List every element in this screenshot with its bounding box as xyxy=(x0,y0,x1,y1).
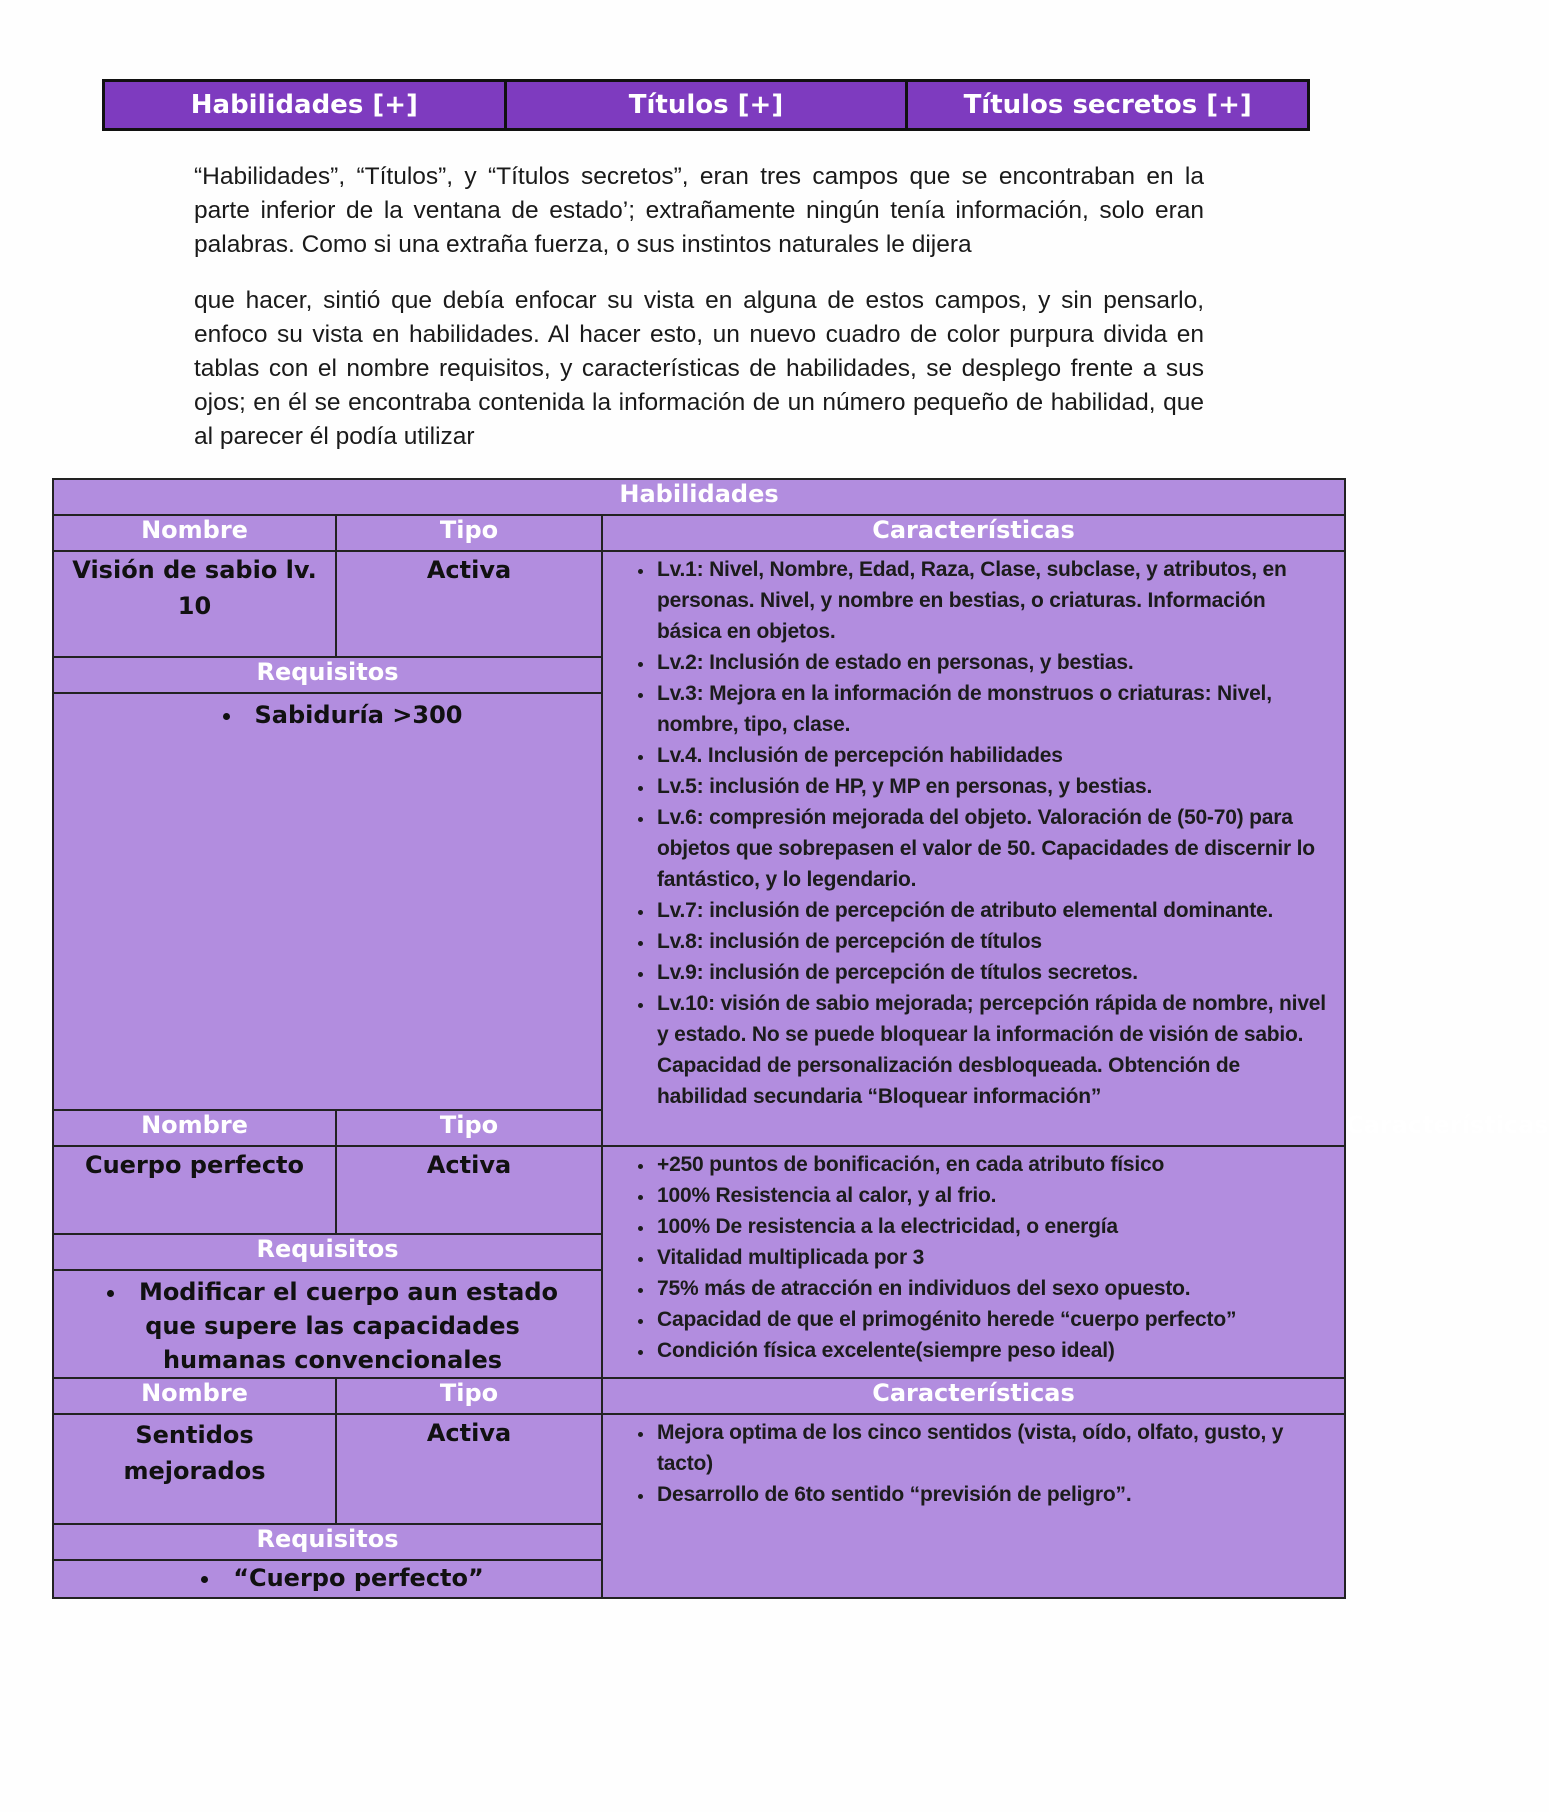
characteristic-item: • Lv.3: Mejora en la información de monstruos o criaturas: Nivel, nombre, tipo, clase. xyxy=(655,678,1334,740)
header-requisitos: Requisitos xyxy=(53,1524,602,1560)
characteristics-list xyxy=(603,1417,1344,1510)
characteristic-item: • 75% más de atracción en individuos del sexo opuesto. xyxy=(655,1273,1334,1304)
header-caracteristicas: Características xyxy=(602,1378,1345,1414)
header-tipo: Tipo xyxy=(336,515,602,551)
characteristic-item: • Lv.2: Inclusión de estado en personas, y bestias. xyxy=(655,647,1334,678)
characteristic-item: • Mejora optima de los cinco sentidos (vista, oído, olfato, gusto, y tacto) xyxy=(655,1417,1334,1479)
tab-titulos[interactable]: Títulos [+] xyxy=(507,82,909,128)
header-nombre: Nombre xyxy=(53,515,336,551)
tab-titulos-secretos[interactable]: Títulos secretos [+] xyxy=(963,90,1252,120)
header-tipo: Tipo xyxy=(336,1110,602,1146)
skills-table: Habilidades Nombre Tipo Características Visión de sabio lv. 10 Activa • Lv.1: Nivel, Nombre, Edad, Raza, Clase, subclase, y atributos, en personas. Nivel, y nombre en bestias, o criaturas. Información básica en objetos. • Lv.2: Inclusión de estado en personas, y bestias. • Lv.3: Mejora en la información de monstruos o criaturas: Nivel, nombre, tipo, clase. • Lv.4. Inclusión de percepción habilidades • Lv.5: inclusión de HP, y MP en personas, y bestias. • Lv.6: compresión mejorada del objeto. Valoración de (50-70) para objetos que sobrepasen el valor de 50. Capacidades de discernir lo fantástico, y lo legendario. • Lv.7: inclusión de percepción de atributo elemental dominante. • Lv.8: inclusión de percepción de títulos • Lv.9: inclusión de percepción de títulos secretos. • Lv.10: visión de sabio mejorada; percepción rápida de nombre, nivel y estado. No se puede bloquear la información de visión de sabio. Capacidad de personalización desbloqueada. Obtención de habilidad secundaria “Bloquear información” Requisitos • Sabiduría >300 Nombre Tipo Características Cuerpo perfecto Activa • +250 puntos de bonificación, en cada atributo físico • 100% Resistencia al calor, y al frio. • 100% De resistencia a la electricidad, o energía • Vitalidad multiplicada por 3 • 75% más de atracción en individuos del sexo opuesto. • Capacidad de que el primogénito herede “cuerpo perfecto” • Condición física excelente(siempre peso ideal) Requisitos • Modificar el cuerpo aun estado que supere las capacidades humanas convencionales Nombre Tipo Características Sentidos mejorados Activa • Mejora optima de los cinco sentidos (vista, oído, olfato, gusto, y tacto) • Desarrollo de 6to sentido “previsión de peligro”. Requisitos • “Cuerpo perfecto” xyxy=(52,478,1346,1599)
paragraph-1: “Habilidades”, “Títulos”, y “Títulos secretos”, eran tres campos que se encontraban en la parte inferior de la ventana de estado’; extrañamente ningún tenía información, solo eran palabras. Como si una extraña fuerza, o sus instintos naturales le dijera xyxy=(194,163,1204,258)
characteristic-item: • Lv.9: inclusión de percepción de títulos secretos. xyxy=(655,957,1334,988)
characteristics-list xyxy=(603,1149,1344,1366)
skill-characteristics xyxy=(602,1146,1345,1378)
characteristic-item: • 100% Resistencia al calor, y al frio. xyxy=(655,1180,1334,1211)
skill-characteristics xyxy=(602,1414,1345,1598)
skill-type: Activa xyxy=(336,1414,602,1524)
characteristic-item: • Vitalidad multiplicada por 3 xyxy=(655,1242,1334,1273)
characteristic-item: • Condición física excelente(siempre peso ideal) xyxy=(655,1335,1334,1366)
header-nombre: Nombre xyxy=(53,1378,336,1414)
tab-habilidades[interactable]: Habilidades [+] xyxy=(105,82,507,128)
characteristic-item: • Lv.1: Nivel, Nombre, Edad, Raza, Clase, subclase, y atributos, en personas. Nivel, y nombre en bestias, o criaturas. Información básica en objetos. xyxy=(655,554,1334,647)
fields-tab-bar xyxy=(102,79,1310,131)
skills-table-title: Habilidades xyxy=(53,479,1345,515)
characteristics-list xyxy=(603,554,1344,1112)
skill-characteristics xyxy=(602,551,1345,1146)
requirements-list xyxy=(54,698,601,733)
skill-type: Activa xyxy=(336,551,602,657)
requirements-list xyxy=(54,1561,601,1596)
characteristic-item: • Lv.5: inclusión de HP, y MP en personas, y bestias. xyxy=(655,771,1334,802)
skill-name: Cuerpo perfecto xyxy=(53,1146,336,1234)
requirement-item: • Sabiduría >300 xyxy=(94,698,591,733)
header-tipo: Tipo xyxy=(336,1378,602,1414)
characteristic-item: • +250 puntos de bonificación, en cada atributo físico xyxy=(655,1149,1334,1180)
characteristic-item: • Lv.6: compresión mejorada del objeto. Valoración de (50-70) para objetos que sobrepasen el valor de 50. Capacidades de discernir lo fantástico, y lo legendario. xyxy=(655,802,1334,895)
paragraph-2: que hacer, sintió que debía enfocar su vista en alguna de estos campos, y sin pensarlo, enfoco su vista en habilidades. Al hacer esto, un nuevo cuadro de color purpura divida en tablas con el nombre requisitos, y características de habilidades, se desplego frente a sus ojos; en él se encontraba contenida la información de un número pequeño de habilidad, que al parecer él podía utilizar xyxy=(194,287,1204,450)
characteristic-item: • Desarrollo de 6to sentido “previsión de peligro”. xyxy=(655,1479,1334,1510)
characteristic-item: • Lv.7: inclusión de percepción de atributo elemental dominante. xyxy=(655,895,1334,926)
header-nombre: Nombre xyxy=(53,1110,336,1146)
skill-type: Activa xyxy=(336,1146,602,1234)
requirements-list xyxy=(54,1275,601,1377)
skill-requirements xyxy=(53,693,602,1110)
skill-name: Sentidos mejorados xyxy=(53,1414,336,1524)
characteristic-item: • Lv.4. Inclusión de percepción habilidades xyxy=(655,740,1334,771)
characteristic-item: • Capacidad de que el primogénito herede “cuerpo perfecto” xyxy=(655,1304,1334,1335)
characteristic-item: • Lv.10: visión de sabio mejorada; percepción rápida de nombre, nivel y estado. No se puede bloquear la información de visión de sabio. Capacidad de personalización desbloqueada. Obtención de habilidad secundaria “Bloquear información” xyxy=(655,988,1334,1112)
characteristic-item: • Lv.8: inclusión de percepción de títulos xyxy=(655,926,1334,957)
header-caracteristicas: Características xyxy=(602,515,1345,551)
requirement-item: • Modificar el cuerpo aun estado que supere las capacidades humanas convencionales xyxy=(94,1275,571,1377)
skill-requirements xyxy=(53,1270,602,1378)
requirement-item: • “Cuerpo perfecto” xyxy=(94,1561,591,1596)
skill-requirements xyxy=(53,1560,602,1598)
header-requisitos: Requisitos xyxy=(53,1234,602,1270)
header-requisitos: Requisitos xyxy=(53,657,602,693)
skill-name: Visión de sabio lv. 10 xyxy=(53,551,336,657)
characteristic-item: • 100% De resistencia a la electricidad, o energía xyxy=(655,1211,1334,1242)
